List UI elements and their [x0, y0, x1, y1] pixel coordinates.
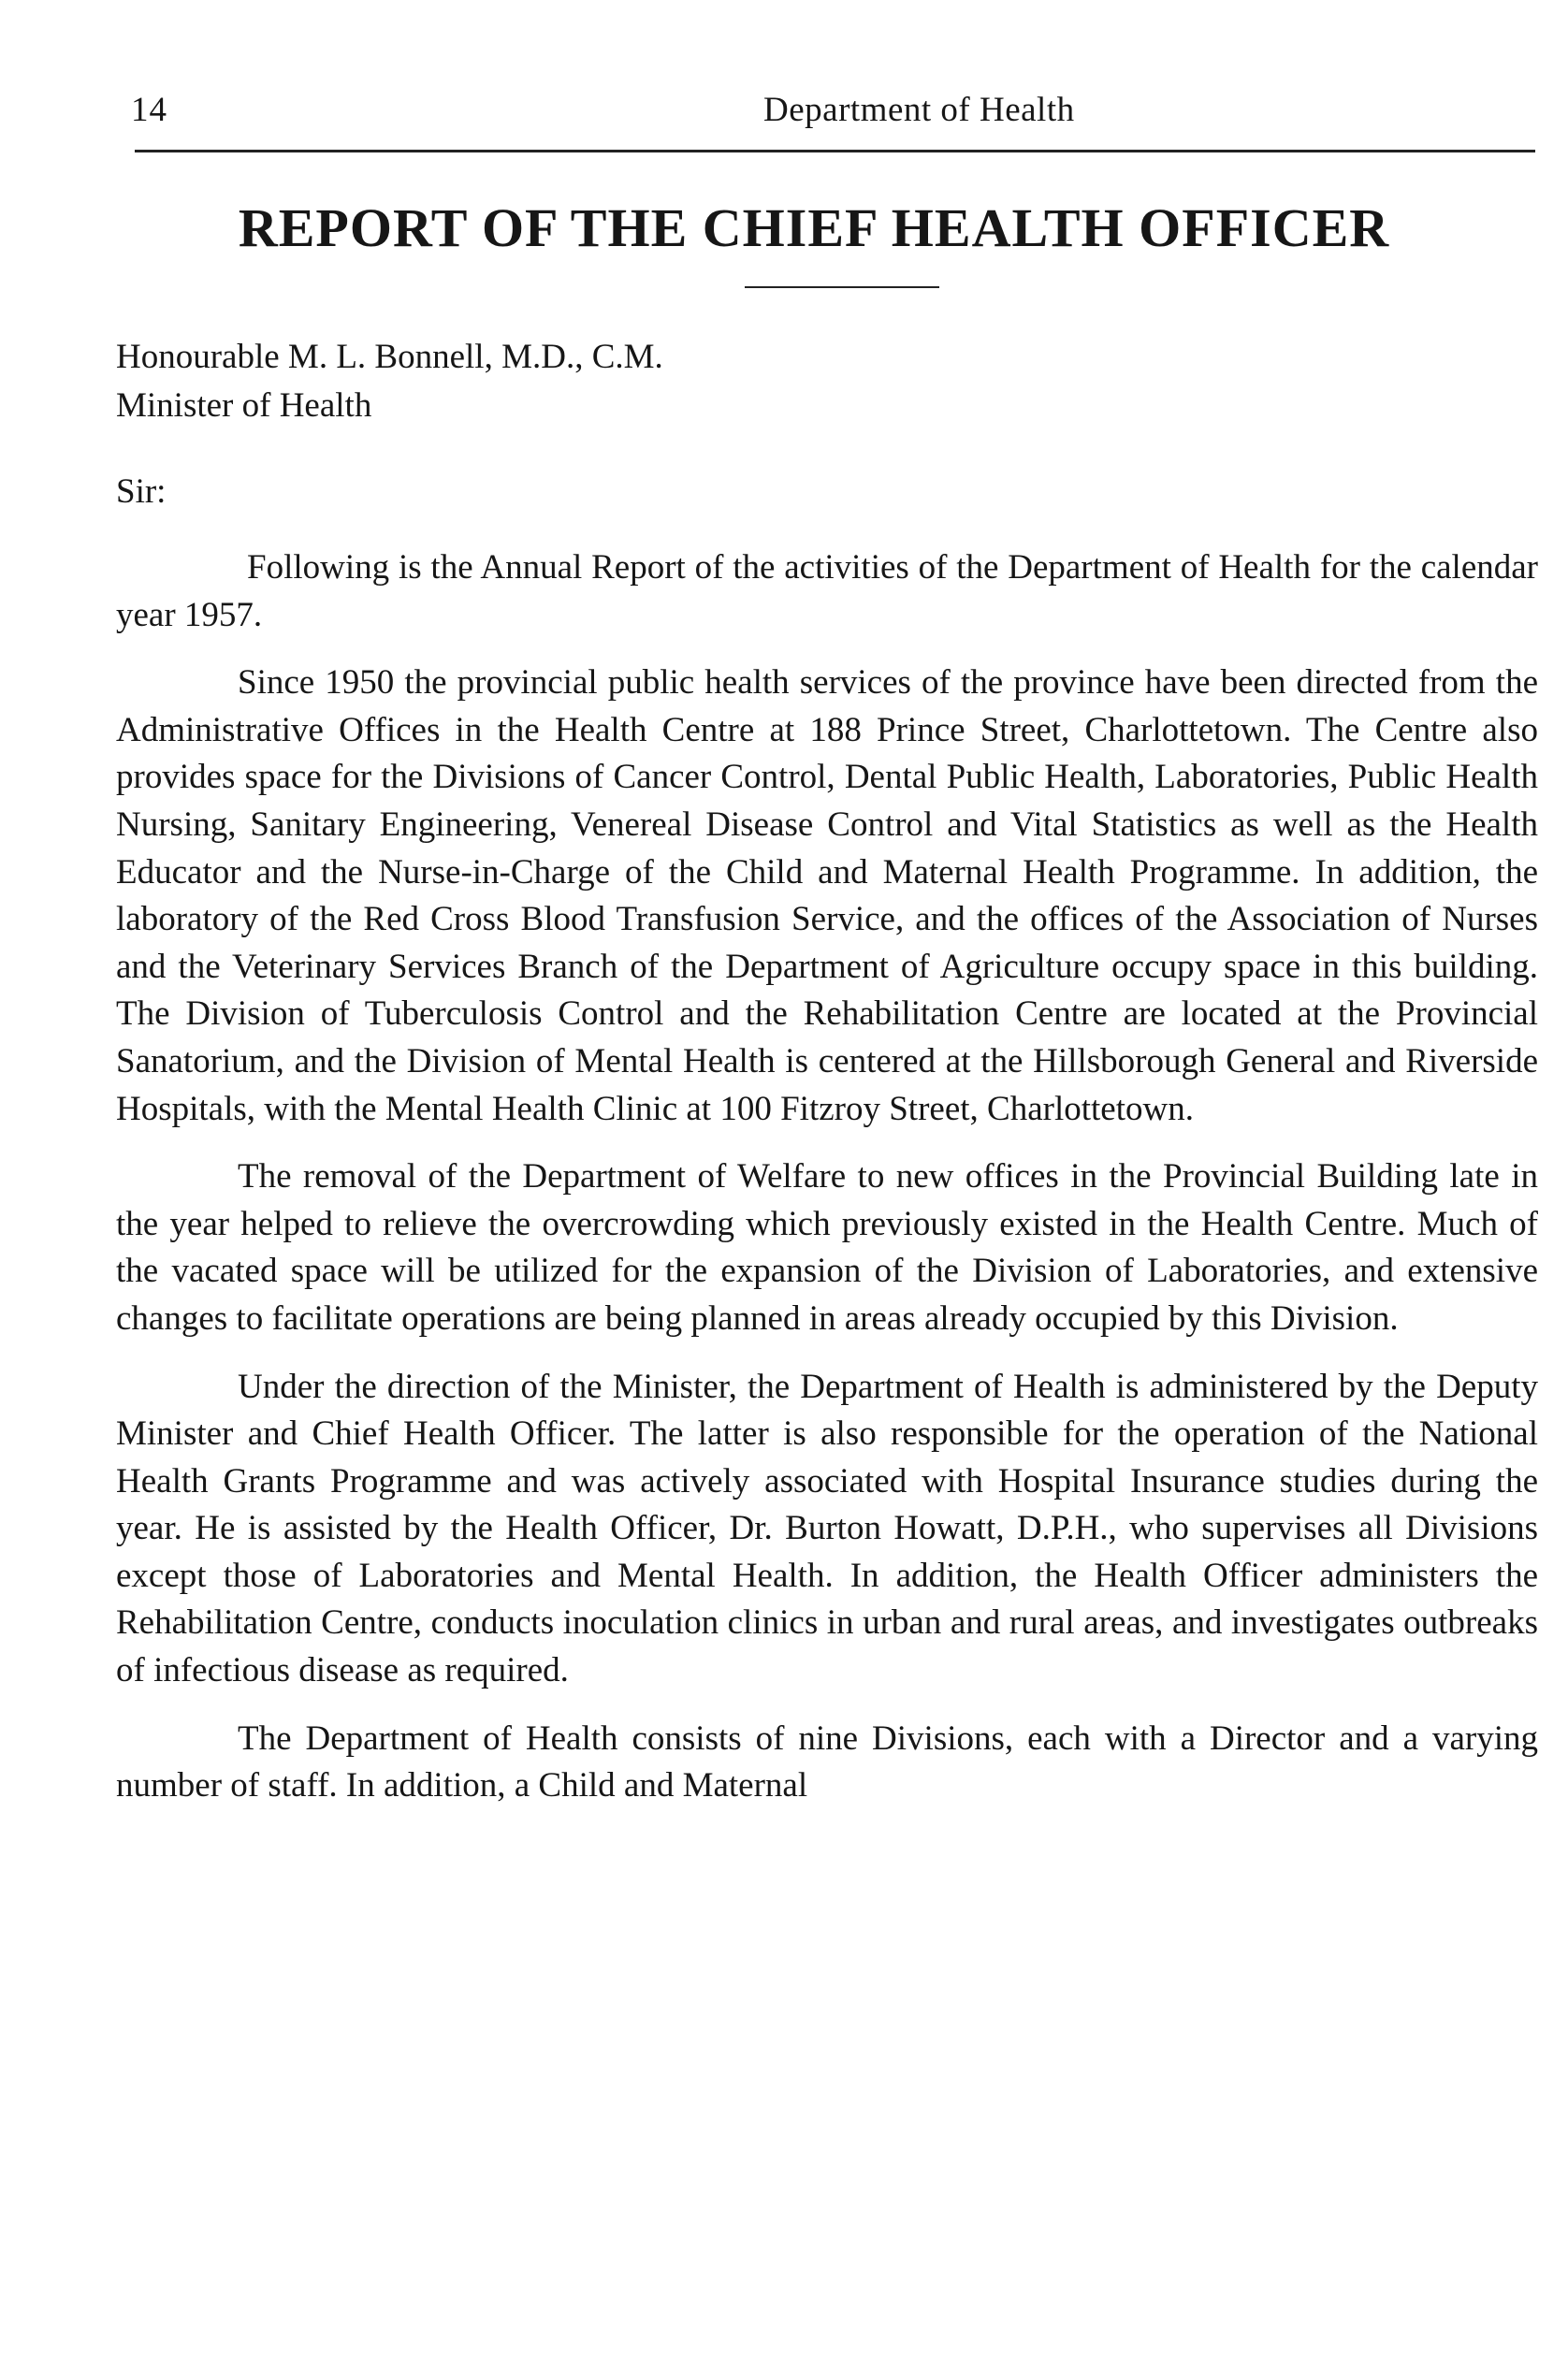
report-body	[116, 544, 1538, 1831]
header-rule	[135, 150, 1535, 152]
page-header	[131, 90, 1534, 146]
report-title: REPORT OF THE CHIEF HEALTH OFFICER	[238, 197, 1390, 258]
addressee-block	[116, 333, 663, 430]
paragraph: Under the direction of the Minister, the Department of Health is administered by the Deputy Minister and Chief Health Officer. The latter is also responsible for the operation of the National Health Grants Programme and was actively associated with Hospital Insurance studies during the year. He is assisted by the Health Officer, Dr. Burton Howatt, D.P.H., who supervises all Divisions except those of Laboratories and Mental Health. In addition, the Health Officer administers the Rehabilitation Centre, conducts inoculation clinics in urban and rural areas, and investigates outbreaks of infectious disease as required.	[116, 1367, 1538, 1690]
salutation: Sir:	[116, 472, 167, 511]
paragraph: The removal of the Department of Welfare to new offices in the Provincial Building late in the year helped to relieve the overcrowding which previously existed in the Health Centre. Much of the vacated space will be utilized for the expansion of the Division of Laboratories, and extensive changes to facilitate operations are being planned in areas already occupied by this Division.	[116, 1157, 1538, 1338]
page-number: 14	[131, 91, 167, 129]
addressee-position: Minister of Health	[116, 386, 372, 425]
title-rule	[745, 286, 939, 288]
paragraph: Following is the Annual Report of the activities of the Department of Health for the calendar year 1957.	[116, 548, 1538, 634]
addressee-name: Honourable M. L. Bonnell, M.D., C.M.	[116, 338, 663, 376]
paragraph: Since 1950 the provincial public health services of the province have been directed from the Administrative Offices in the Health Centre at 188 Prince Street, Charlottetown. The Centre also provides space for the Divisions of Cancer Control, Dental Public Health, Laboratories, Public Health Nursing, Sanitary Engineering, Venereal Disease Control and Vital Statistics as well as the Health Educator and the Nurse-in-Charge of the Child and Maternal Health Programme. In addition, the laboratory of the Red Cross Blood Transfusion Service, and the offices of the Association of Nurses and the Veterinary Services Branch of the Department of Agriculture occupy space in this building. The Division of Tuberculosis Control and the Rehabilitation Centre are located at the Provincial Sanatorium, and the Division of Mental Health is centered at the Hillsborough General and Riverside Hospitals, with the Mental Health Clinic at 100 Fitzroy Street, Charlottetown.	[116, 663, 1538, 1128]
running-head: Department of Health	[763, 91, 1075, 129]
paragraph: The Department of Health consists of nine Divisions, each with a Director and a varying number of staff. In addition, a Child and Maternal	[116, 1718, 1538, 1805]
